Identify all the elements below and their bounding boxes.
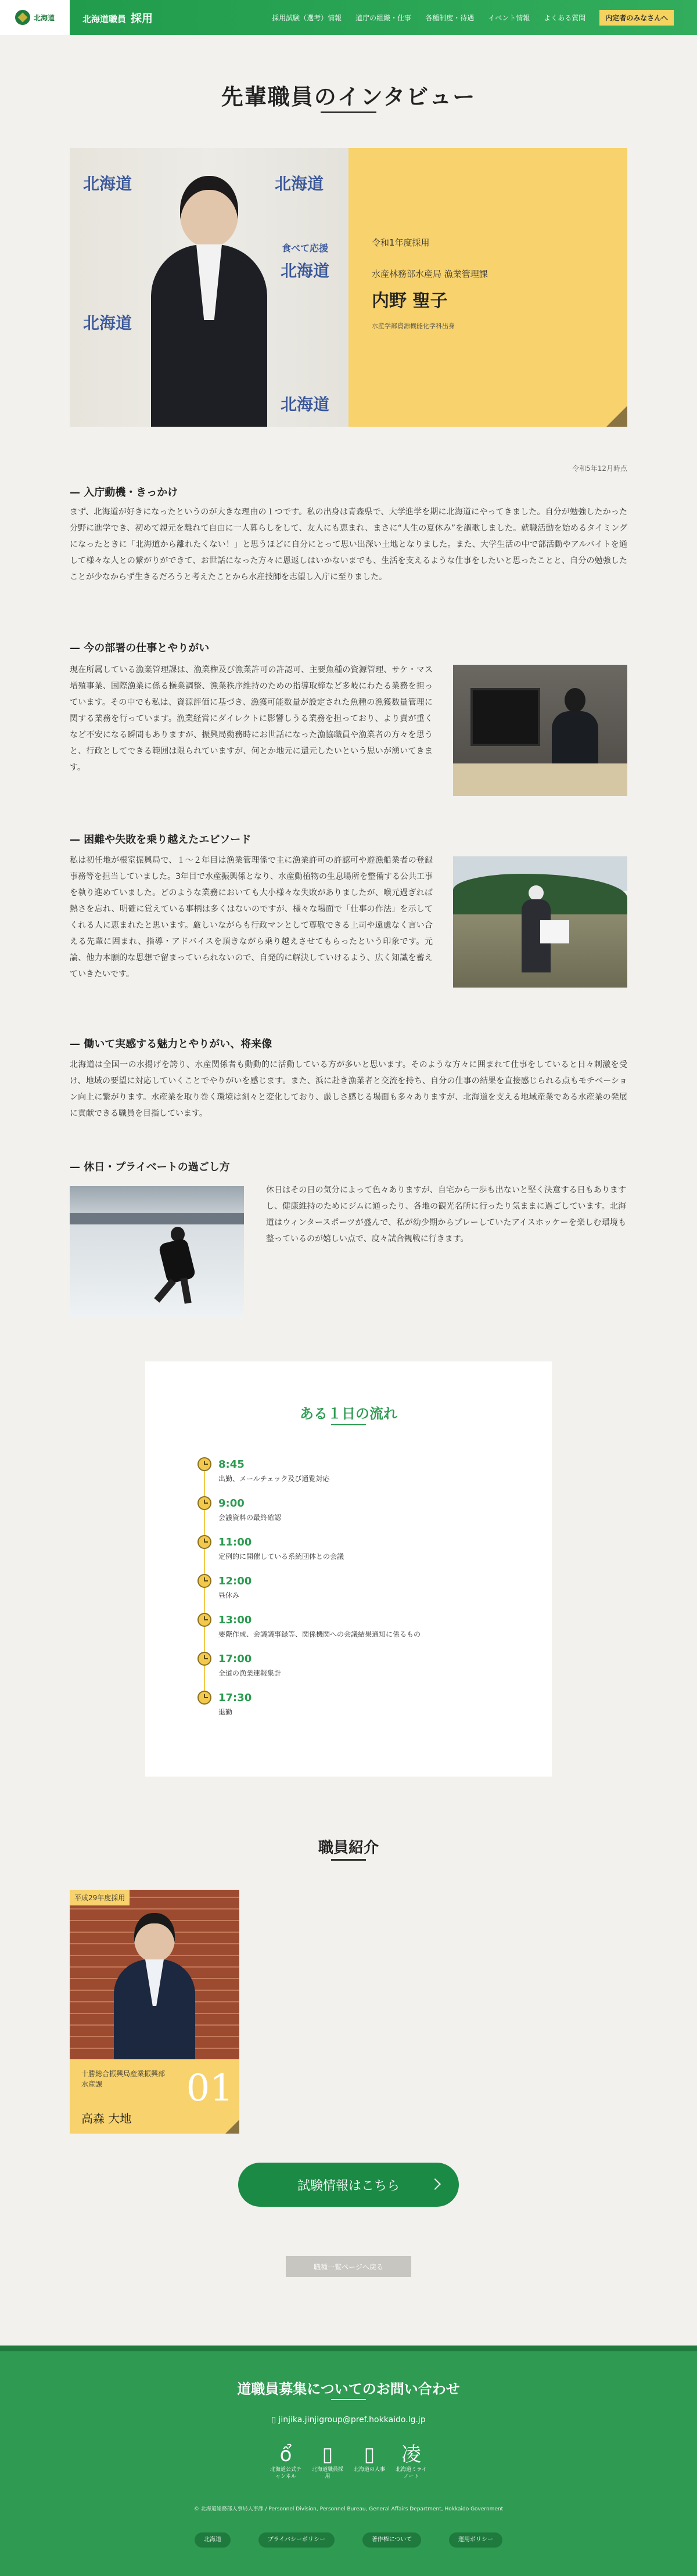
staff-department: 十勝総合振興局産業振興部 水産課 <box>81 2070 166 2088</box>
site-footer <box>0 2346 697 2576</box>
nav-faq[interactable]: よくある質問 <box>544 13 586 22</box>
nav-exam-info[interactable]: 採用試験（選考）情報 <box>272 13 342 22</box>
section-text: 休日はその日の気分によって色々ありますが、自宅から一歩も出ないと堅く決意する日もありますし、健康維持のためにジムに通ったり、各地の観光名所に行ったり気ままに過ごしています。北海道はウィンタースポーツが盛んで、私が幼少期からプレーしていたアイスホッケーを楽しむ環境も整っているのが嬉しい点で、度々試合観戦に行きます。 <box>266 1186 626 1244</box>
section-text: 現在所属している漁業管理課は、漁業権及び漁業許可の許認可、主要魚種の資源管理、サケ・マス増殖事業、国際漁業に係る操業調整、漁業秩序維持のための指導取締など多岐にわたる業務を担っています。その中でも私は、資源評価に基づき、漁獲可能数量が設定された魚種の漁獲数量管理に関する業務を行っています。漁業経営にダイレクトに影響しうる業務を担っており、より責が重くなど不安になる瞬間もありますが、振興局勤務時にお世話になった漁協職員や漁業者の方々を思うと、行政としてできる範囲は限られていますが、何とか地元に還元したいという思いが湧いてきます。 <box>70 665 433 772</box>
section-heading: — 休日・プライベートの過ごし方 <box>70 1159 230 1174</box>
nav-offer-holders-button[interactable]: 内定者のみなさんへ <box>599 10 674 26</box>
staff-photo <box>70 1890 239 2059</box>
title-underline <box>331 1859 366 1861</box>
staff-card[interactable] <box>70 1890 239 2134</box>
timeline-time: 9:00 <box>218 1497 245 1509</box>
hire-year: 令和1年度採用 <box>372 237 430 248</box>
logo-text: 北海道 <box>33 13 55 22</box>
corner-fold <box>606 406 627 427</box>
section-text: 北海道は全国一の水揚げを誇り、水産関係者も動動的に活動している方が多いと思います。そのような方々に囲まれて仕事をしていると日々刺激を受け、地域の要望に対応していくことでやりがいを感じます。また、浜に赴き漁業者と交流を持ち、自分の仕事の結果を直接感じられる点もモチベーション向上に繋がります。水産業を取り巻く環境は刻々と変化しており、厳しさ感じる場面も多々ありますが、北海道を支える地域産業である水産業の発展に貢献できる職員を目指しています。 <box>70 1060 627 1118</box>
backdrop-logo: 北海道 <box>82 314 132 333</box>
clock-icon <box>197 1574 211 1588</box>
sns-icon[interactable] <box>310 2443 345 2489</box>
nav-benefits[interactable]: 各種制度・待遇 <box>425 13 475 22</box>
title-underline <box>321 111 376 113</box>
chevron-right-icon <box>429 2178 441 2190</box>
section-text: まず、北海道が好きになったというのが大きな理由の１つです。私の出身は青森県で、大学進学を期に北海道にやってきました。自分が勉強したかった分野に進学でき、初めて親元を離れて自由に一人暮らしをして、友人にも恵まれ、まさに“人生の夏休み”を謳歌しました。就職活動を始めるタイミングになったときに「北海道から離れたくない！」と思うほどに自分にとって思い出深い土地となりました。また、大学生活の中で部活動やアルバイトを通して様々な人との繋がりができて、お世話になった方々に恩返しはいかないまでも、生活を支えるような仕事をしたいと思ったことと、自分の勉強したことが少なからず生きるだろうと考えたことから水産技師を志望し入庁に至りました。 <box>70 507 627 582</box>
timeline-desc: 要際作成、会議議事録等、関係機関への会議結果通知に係るもの <box>218 1630 421 1638</box>
site-header <box>0 0 697 35</box>
section-heading: — 今の部署の仕事とやりがい <box>70 640 209 655</box>
footer-link-privacy[interactable]: プライバシーポリシー <box>258 2532 335 2548</box>
site-logo[interactable] <box>0 0 70 35</box>
timeline-desc: 全道の漁業連報集計 <box>218 1669 282 1677</box>
backdrop-logo: 食べて応援 <box>281 243 328 254</box>
timeline-item <box>197 1574 511 1609</box>
section-heading: — 困難や失敗を乗り越えたエピソード <box>70 831 251 846</box>
timeline-time: 11:00 <box>218 1536 252 1548</box>
icon-glyph: ▯ <box>364 2443 375 2466</box>
page-title: 先輩職員のインタビュー <box>221 84 476 110</box>
staff-number: 01 <box>186 2067 233 2110</box>
staff-section-title: 職員紹介 <box>318 1839 379 1857</box>
timeline-time: 13:00 <box>218 1614 252 1626</box>
note-icon[interactable] <box>394 2443 429 2489</box>
icon-label: 北海道公式チャンネル <box>270 2467 301 2480</box>
clock-icon <box>197 1496 211 1510</box>
department: 水産林務部水産局 漁業管理課 <box>372 269 488 279</box>
section-heading: — 入庁動機・きっかけ <box>70 484 178 499</box>
clock-icon <box>197 1613 211 1627</box>
main-nav <box>272 0 674 35</box>
backdrop-logo: 北海道 <box>82 174 132 193</box>
profile-photo <box>70 148 348 427</box>
timeline-desc: 昼休み <box>218 1591 240 1599</box>
field-work-photo <box>453 856 627 988</box>
clock-icon <box>197 1457 211 1471</box>
site-title-big: 採用 <box>131 12 153 25</box>
icon-glyph: 凌 <box>401 2443 421 2466</box>
exam-info-label: 試験情報はこちら <box>297 2178 400 2193</box>
timeline-time: 17:30 <box>218 1692 252 1704</box>
daily-schedule-card <box>145 1361 552 1777</box>
nav-organization[interactable]: 道庁の組織・仕事 <box>355 13 412 22</box>
backdrop-logo: 北海道 <box>274 174 324 193</box>
contact-title: 道職員募集についてのお問い合わせ <box>237 2381 460 2397</box>
timeline-desc: 出勤、メールチェック及び通覧対応 <box>218 1475 330 1483</box>
timeline-item <box>197 1691 511 1725</box>
timeline-item <box>197 1535 511 1570</box>
timeline-time: 17:00 <box>218 1653 252 1665</box>
contact-email: jinjika.jinjigroup@pref.hokkaido.lg.jp <box>278 2415 426 2424</box>
sns-icon[interactable] <box>352 2443 387 2489</box>
social-links <box>268 2443 429 2489</box>
corner-fold <box>225 2120 239 2134</box>
timeline-item <box>197 1652 511 1687</box>
footer-link-copyright[interactable]: 著作権について <box>362 2532 422 2548</box>
icon-label: 北海道職員採用 <box>311 2467 343 2480</box>
footer-link-policy[interactable]: 運用ポリシー <box>449 2532 502 2548</box>
icon-label: 北海道の人事 <box>353 2467 385 2473</box>
as-of-date: 令和5年12月時点 <box>572 464 627 473</box>
title-underline <box>331 2399 366 2400</box>
profile-info-card <box>348 148 627 427</box>
timeline-item <box>197 1457 511 1492</box>
title-underline <box>331 1424 366 1425</box>
exam-info-button[interactable] <box>238 2163 459 2207</box>
interviewee-figure <box>151 176 267 427</box>
education: 水産学部資源機能化学科出身 <box>372 322 455 330</box>
mail-icon: ▯ <box>271 2415 279 2424</box>
timeline-desc: 定例的に開催している系統団体との会議 <box>218 1552 344 1561</box>
nav-events[interactable]: イベント情報 <box>488 13 530 22</box>
site-title[interactable] <box>82 10 153 26</box>
office-work-photo <box>453 665 627 796</box>
timeline-desc: 退勤 <box>218 1708 233 1716</box>
clock-icon <box>197 1691 211 1705</box>
timeline-item <box>197 1496 511 1531</box>
ice-rink-photo <box>70 1186 244 1317</box>
youtube-icon[interactable] <box>268 2443 303 2489</box>
clock-icon <box>197 1535 211 1549</box>
timeline-time: 8:45 <box>218 1458 245 1471</box>
timeline-desc: 会議資料の最終確認 <box>218 1514 282 1522</box>
section-text: 私は初任地が根室振興局で、１～２年目は漁業管理係で主に漁業許可の許認可や遊漁船業者の登録事務等を担当していました。3年目で水産振興係となり、水産動植物の生息場所を整備する公共工事を執り進めていました。どのような業務においても大小様々な失敗がありましたが、喉元過ぎれば熱さを忘れ、明確に覚えている事柄は多くはないのですが、様々な場面で「仕事の作法」を示してくれる人に恵まれたと思います。厳しいながらも行政マンとして尊敬できる上司や遠慮なく言い合える先輩に囲まれ、指導・アドバイスを頂きながら乗り越えさせてもらったという印象です。元論、他力本願的な思想で留まっていられないので、自発的に解決していけるよう、広く知識を蓄えていきたいです。 <box>70 856 433 979</box>
backdrop-logo: 北海道 <box>280 261 329 280</box>
daily-schedule-title: ある１日の流れ <box>300 1406 397 1422</box>
staff-name: 高森 大地 <box>81 2112 132 2125</box>
staff-hire-year: 平成29年度採用 <box>70 1890 130 1905</box>
clock-icon <box>197 1652 211 1666</box>
site-title-main: 北海道職員 <box>82 13 127 24</box>
footer-link-hokkaido[interactable]: 北海道 <box>195 2532 231 2548</box>
copyright: © 北海道総務部人事局人事課 / Personnel Division, Personnel Bureau, General Affairs Department, Hokkaido Government <box>193 2506 504 2512</box>
employee-name: 内野 聖子 <box>372 291 448 311</box>
timeline-time: 12:00 <box>218 1575 252 1587</box>
footer-links <box>195 2532 502 2548</box>
contact-email-link[interactable] <box>0 2415 697 2424</box>
backdrop-logo: 北海道 <box>280 395 329 414</box>
timeline-item <box>197 1613 511 1648</box>
hokkaido-emblem-icon <box>15 10 30 25</box>
icon-glyph: ▯ <box>322 2443 333 2466</box>
back-to-list-button[interactable]: 職種一覧ページへ戻る <box>286 2256 411 2277</box>
icon-label: 北海道ミライノート <box>396 2467 427 2480</box>
section-heading: — 働いて実感する魅力とやりがい、将来像 <box>70 1036 272 1051</box>
icon-glyph: ổ <box>279 2443 292 2466</box>
